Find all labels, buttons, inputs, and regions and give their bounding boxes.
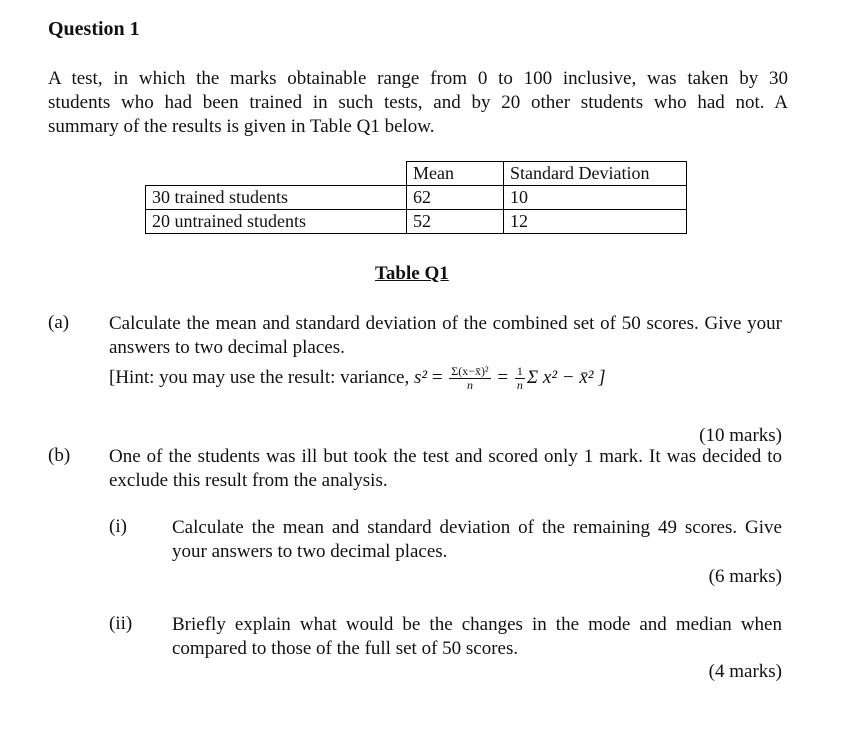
row-label: 20 untrained students: [146, 210, 407, 234]
table-corner: [146, 162, 407, 186]
table-caption: Table Q1: [375, 263, 449, 284]
part-b-ii-text: Briefly explain what would be the changes in the mode and median when compared to those of the full set of 50 scores.: [172, 614, 782, 659]
row-sd: 10: [504, 186, 687, 210]
header-sd: Standard Deviation: [504, 162, 687, 186]
hint-fraction: [449, 365, 490, 392]
hint-fraction-denominator: n: [466, 378, 473, 392]
hint-equals: =: [427, 366, 448, 388]
row-label: 30 trained students: [146, 186, 407, 210]
part-a-text: Calculate the mean and standard deviation of the combined set of 50 scores. Give your answers to two decimal places.: [109, 313, 782, 358]
header-mean: Mean: [407, 162, 504, 186]
part-a-marks: (10 marks): [699, 425, 782, 446]
row-mean: 62: [407, 186, 504, 210]
part-a-hint: [Hint: you may use the result: variance, s² = $\frac{\text{Σ(x−x̄)²}}{n}$ = $\frac{1}{n}$ Σ x² − x̄² ]: [109, 364, 606, 392]
part-b-ii-label: (ii): [109, 613, 133, 634]
part-b-i-label: (i): [109, 516, 127, 537]
part-b-label: (b): [48, 445, 71, 466]
hint-variance-symbol: s²: [413, 366, 428, 388]
hint-fraction-2-numerator: 1: [516, 364, 523, 378]
row-mean: 52: [407, 210, 504, 234]
hint-fraction-2: [515, 365, 525, 392]
table-header-row: [146, 162, 687, 186]
hint-prefix: [Hint: you may use the result: variance,: [109, 366, 414, 388]
table-row: [146, 210, 687, 234]
part-a-label: (a): [48, 312, 70, 333]
intro-line-1: A test, in which the marks obtainable range from 0 to 100 inclusive, was taken by 30: [48, 68, 788, 89]
part-b-ii-marks: (4 marks): [708, 661, 782, 682]
results-table: [145, 161, 687, 234]
row-sd: 12: [504, 210, 687, 234]
intro-line-3: summary of the results is given in Table Q1 below.: [48, 116, 435, 137]
intro-paragraph: [48, 67, 788, 139]
hint-fraction-numerator: Σ(x−x̄)²: [451, 364, 489, 378]
hint-fraction-2-denominator: n: [516, 378, 523, 392]
table-row: [146, 186, 687, 210]
part-b-text: One of the students was ill but took the test and scored only 1 mark. It was decided to exclude this result from the analysis.: [109, 446, 782, 491]
intro-line-2: students who had been trained in such tests, and by 20 other students who had not. A: [48, 92, 788, 113]
question-title: Question 1: [48, 18, 140, 40]
hint-tail: Σ x² − x̄² ]: [526, 366, 606, 388]
part-b-i-marks: (6 marks): [708, 566, 782, 587]
part-b-i-text: Calculate the mean and standard deviation of the remaining 49 scores. Give your answers to two decimal places.: [172, 517, 782, 562]
